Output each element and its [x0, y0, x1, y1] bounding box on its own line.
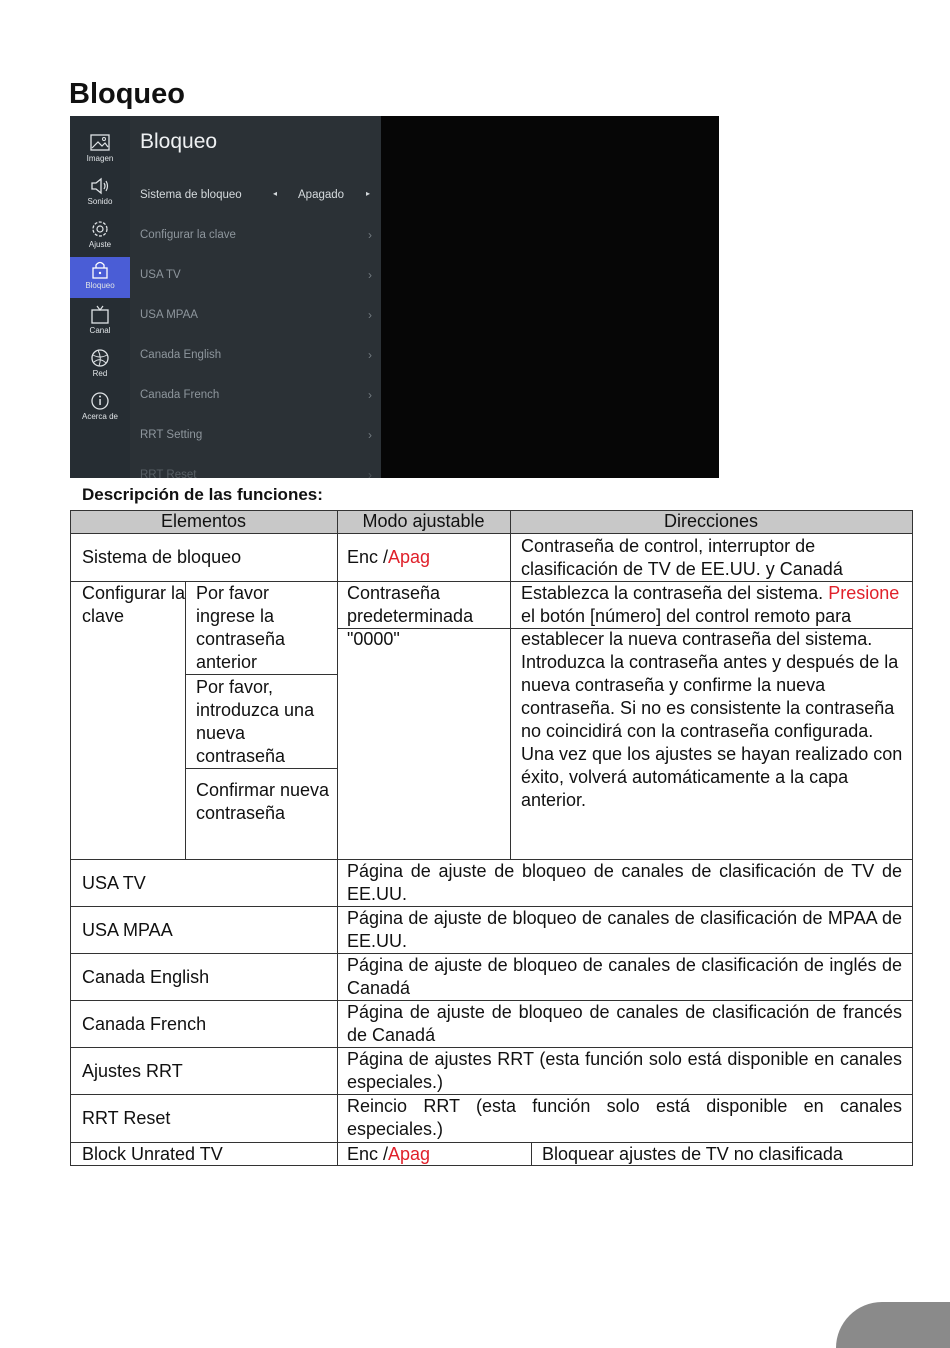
chevron-right-icon: ›	[368, 308, 372, 322]
menu-item-canada-english[interactable]: Canada English ›	[140, 348, 372, 362]
sidebar-label: Acerca de	[81, 412, 119, 421]
sidebar-item-acerca[interactable]	[70, 388, 130, 428]
table-cell-element: Configurar la clave	[82, 583, 186, 626]
menu-item-usa-tv[interactable]: USA TV ›	[140, 268, 372, 282]
table-border	[70, 581, 912, 582]
image-icon	[89, 133, 111, 153]
page-title: Bloqueo	[69, 78, 185, 110]
table-cell-subitem: Confirmar nueva contraseña	[196, 780, 330, 823]
table-header: Direcciones	[510, 510, 912, 533]
table-cell-directions: Establezca la contraseña del sistema. Presione el botón [número] del control remoto para establecer la nueva contraseña del sistema. Introduzca la contraseña antes y después de la nueva contraseña y confirme la nueva contraseña. Si no es consistente la contraseña no coincidirá con la contraseña configurada. Una vez que los ajustes se hayan realizado con éxito, volverá automáticamente a la capa anterior.	[521, 583, 903, 810]
globe-icon	[89, 348, 111, 368]
table-border	[70, 1000, 912, 1001]
chevron-right-icon: ›	[368, 388, 372, 402]
page-number-tab	[836, 1302, 950, 1348]
functions-table	[70, 510, 912, 1166]
sidebar-label: Bloqueo	[85, 281, 115, 290]
table-cell-element: USA MPAA	[82, 920, 173, 940]
arrow-right-icon[interactable]: ▸	[365, 189, 370, 198]
sidebar-item-bloqueo[interactable]	[70, 257, 130, 298]
tv-menu-panel	[130, 116, 381, 478]
chevron-right-icon: ›	[368, 348, 372, 362]
table-cell-description: Página de ajustes RRT (esta función solo está disponible en canales especiales.)	[347, 1049, 902, 1092]
sidebar-label: Canal	[89, 326, 111, 335]
table-border	[510, 510, 511, 859]
table-border	[70, 510, 912, 511]
table-border	[70, 1047, 912, 1048]
sidebar-item-ajuste[interactable]	[70, 216, 130, 256]
speaker-icon	[89, 176, 111, 196]
table-cell-element: Ajustes RRT	[82, 1061, 183, 1081]
table-cell-subitem: Por favor, introduzca una nueva contraseña	[196, 677, 315, 766]
sidebar-item-sonido[interactable]	[70, 173, 130, 213]
menu-item-configurar-clave[interactable]: Configurar la clave ›	[140, 228, 372, 242]
table-cell-description: Página de ajuste de bloqueo de canales de clasificación de MPAA de EE.UU.	[347, 908, 902, 951]
table-border	[70, 906, 912, 907]
chevron-right-icon: ›	[368, 468, 372, 478]
sidebar-item-red[interactable]	[70, 345, 130, 385]
sidebar-label: Red	[92, 369, 108, 378]
menu-item-rrt-setting[interactable]: RRT Setting ›	[140, 428, 372, 442]
chevron-right-icon: ›	[368, 268, 372, 282]
table-cell-directions: Bloquear ajustes de TV no clasificada	[542, 1144, 843, 1164]
table-border	[70, 1094, 912, 1095]
sidebar-label: Sonido	[87, 197, 113, 206]
table-cell-mode: Enc /Apag	[347, 1144, 431, 1164]
table-border	[70, 1165, 912, 1166]
table-border	[70, 953, 912, 954]
tv-menu-title: Bloqueo	[140, 130, 218, 153]
chevron-right-icon: ›	[368, 228, 372, 242]
section-heading: Descripción de las funciones:	[82, 485, 323, 504]
table-border	[70, 510, 71, 1166]
table-cell-element: RRT Reset	[82, 1108, 171, 1128]
table-cell-mode: Contraseña predeterminada "0000"	[347, 583, 474, 649]
tv-sidebar	[70, 116, 130, 478]
table-cell-subitem: Por favor ingrese la contraseña anterior	[196, 583, 286, 672]
sidebar-item-canal[interactable]	[70, 302, 130, 342]
table-border	[185, 674, 337, 675]
table-border	[912, 510, 913, 1166]
table-cell-description: Página de ajuste de bloqueo de canales de clasificación de inglés de Canadá	[347, 955, 902, 998]
table-border	[185, 581, 186, 859]
tv-icon	[89, 305, 111, 325]
table-cell-description: Página de ajuste de bloqueo de canales de clasificación de TV de EE.UU.	[347, 861, 902, 904]
table-border	[70, 533, 912, 534]
info-icon	[89, 391, 111, 411]
gear-icon	[89, 219, 111, 239]
menu-item-canada-french[interactable]: Canada French ›	[140, 388, 372, 402]
menu-item-value: Apagado	[298, 189, 345, 201]
table-header: Elementos	[70, 510, 337, 533]
chevron-right-icon: ›	[368, 428, 372, 442]
table-border	[185, 768, 337, 769]
table-cell-mode: Enc /Apag	[347, 547, 431, 567]
table-cell-element: Canada French	[82, 1014, 207, 1034]
menu-item-sistema-bloqueo[interactable]: Sistema de bloqueo ◂ Apagado ▸	[140, 189, 370, 201]
table-cell-element: Block Unrated TV	[82, 1144, 223, 1164]
table-cell-element: Sistema de bloqueo	[82, 547, 242, 567]
table-cell-element: Canada English	[82, 967, 210, 987]
table-border	[531, 1142, 532, 1166]
sidebar-label: Ajuste	[88, 240, 112, 249]
table-border	[337, 510, 338, 1166]
menu-item-usa-mpaa[interactable]: USA MPAA ›	[140, 308, 372, 322]
table-cell-description: Reincio RRT (esta función solo está disponible en canales especiales.)	[347, 1096, 902, 1139]
table-header: Modo ajustable	[337, 510, 510, 533]
sidebar-item-imagen[interactable]	[70, 130, 130, 170]
menu-item-rrt-reset[interactable]: RRT Reset ›	[140, 466, 372, 478]
sidebar-label: Imagen	[86, 154, 114, 163]
table-border	[337, 628, 912, 629]
table-border	[70, 859, 912, 860]
table-cell-directions: Contraseña de control, interruptor de clasificación de TV de EE.UU. y Canadá	[521, 536, 843, 579]
arrow-left-icon[interactable]: ◂	[273, 189, 278, 198]
table-cell-element: USA TV	[82, 873, 146, 893]
lock-icon	[89, 260, 111, 280]
tv-menu-screenshot	[70, 116, 719, 478]
table-cell-description: Página de ajuste de bloqueo de canales de clasificación de francés de Canadá	[347, 1002, 902, 1045]
table-border	[70, 1142, 912, 1143]
